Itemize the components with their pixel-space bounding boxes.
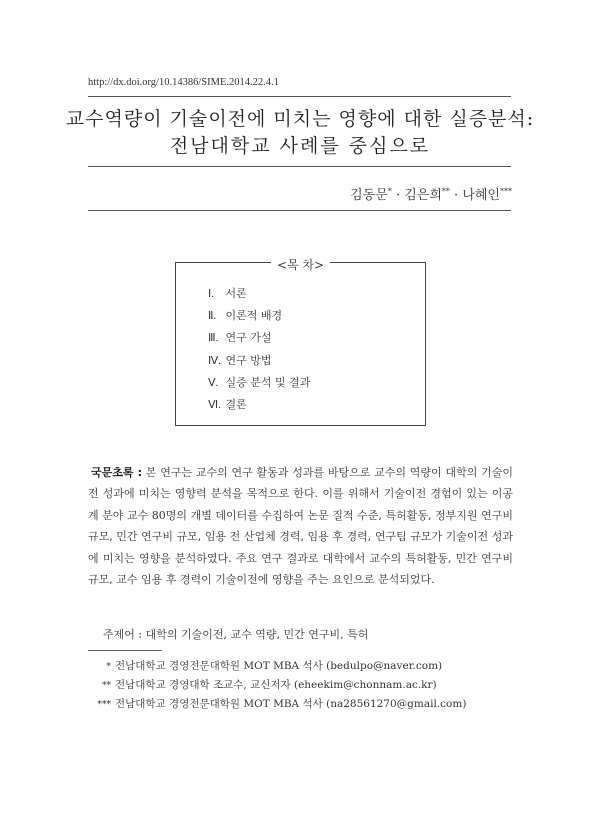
toc-title: <목 차>	[271, 258, 330, 272]
doi-link[interactable]: http://dx.doi.org/10.14386/SIME.2014.22.4.1	[88, 77, 279, 88]
author-separator: ·	[449, 188, 463, 203]
toc-item-number: Ⅱ.	[208, 310, 217, 323]
toc-item	[208, 287, 310, 309]
toc-list	[208, 287, 310, 420]
footnote	[85, 695, 466, 714]
toc-item-number: Ⅴ.	[208, 376, 219, 389]
keywords-label: 주제어 :	[103, 628, 143, 641]
toc-item-number: Ⅲ.	[208, 332, 219, 345]
table-of-contents	[175, 258, 426, 426]
title-bottom-rule	[88, 166, 511, 167]
footnote-text: 전남대학교 경영전문대학원 MOT MBA 석사 (bedulpo@naver.com)	[115, 660, 443, 672]
toc-item	[208, 331, 310, 353]
author-name: 나혜인	[462, 188, 500, 203]
footnote	[85, 676, 466, 695]
header-top-rule	[88, 96, 511, 97]
footnotes	[85, 657, 466, 714]
footnote-text: 전남대학교 경영대학 조교수, 교신저자 (eheekim@chonnam.ac.kr)	[115, 679, 437, 691]
author-name: 김은희	[404, 188, 442, 203]
toc-item	[208, 309, 310, 331]
toc-item-number: Ⅰ.	[208, 288, 214, 300]
paper-title-line2: 전남대학교 사례를 중심으로	[169, 135, 431, 157]
abstract-text: 본 연구는 교수의 연구 활동과 성과를 바탕으로 교수의 역량이 대학의 기술이전 성과에 미치는 영향력 분석을 목적으로 한다. 이를 위해서 기술이전 경험이 있는 이공계 분야 교수 80명의 개별 데이터를 수집하여 논문 질적 수준, 특허활동, 정부지원 연구비 규모, 민간 연구비 규모, 임용 전 산업체 경력, 임용 후 경력, 연구팀 규모가 기술이전 성과에 미치는 영향을 분석하였다. 주요 연구 결과로 대학에서 교수의 특허활동, 민간 연구비 규모, 교수 임용 후 경력이 기술이전에 영향을 주는 요인으로 분석되었다.	[88, 466, 513, 587]
toc-item	[208, 398, 310, 420]
korean-abstract	[88, 462, 513, 590]
footnote-mark: *	[106, 662, 111, 672]
toc-item-label: 서론	[225, 287, 247, 300]
toc-item-label: 결론	[225, 397, 247, 411]
author-mark: ***	[500, 187, 512, 196]
authors-bottom-rule	[88, 210, 511, 211]
toc-item-label: 연구 가설	[225, 331, 272, 345]
footnote-text: 전남대학교 경영전문대학원 MOT MBA 석사 (na28561270@gmail.com)	[115, 698, 467, 710]
toc-item-label: 이론적 배경	[225, 309, 283, 323]
toc-item-number: Ⅵ.	[208, 398, 221, 411]
author-mark: **	[441, 187, 450, 196]
keywords-text: 대학의 기술이전, 교수 역량, 민간 연구비, 특허	[145, 628, 369, 641]
author-name: 김동문	[350, 188, 388, 203]
toc-item-label: 실증 분석 및 결과	[225, 375, 311, 389]
author-mark: *	[387, 187, 392, 196]
toc-heading	[176, 254, 425, 273]
toc-item	[208, 376, 310, 398]
paper-title-line1: 교수역량이 기술이전에 미치는 영향에 대한 실증분석:	[65, 108, 535, 130]
abstract-label: 국문초록 :	[91, 466, 143, 479]
toc-item-label: 연구 방법	[225, 353, 272, 367]
toc-item	[208, 354, 310, 376]
author-list	[350, 184, 512, 203]
footnote-rule	[88, 650, 162, 651]
footnote-mark: **	[102, 681, 111, 691]
toc-item-number: Ⅳ.	[208, 354, 221, 367]
footnote	[85, 657, 466, 676]
keywords	[103, 626, 368, 642]
footnote-mark: ***	[97, 700, 111, 710]
author-separator: ·	[391, 188, 405, 203]
